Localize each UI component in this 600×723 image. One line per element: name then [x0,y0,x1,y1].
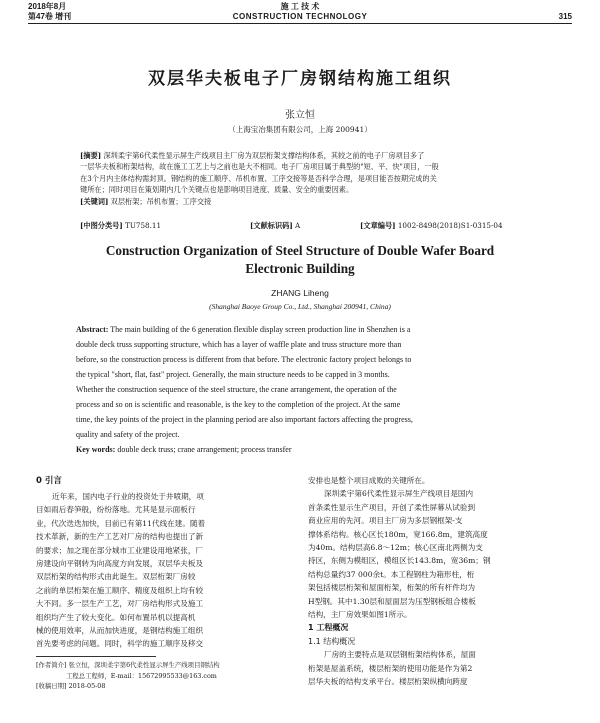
keywords-cn-label: [关键词] [80,196,109,206]
footnote-rule [36,656,156,657]
section-1-heading: 1 工程概况 [308,623,349,633]
body-line: 结构，主厂房效果如图1所示。 [308,610,412,620]
body-line: 大不同。多一层生产工艺，对厂房结构形式及施工 [36,599,204,609]
abstract-cn-line: 深圳柔宇第6代柔性显示屏生产线项目主厂房为双层桁架支撑结构体系，其较之前的电子厂房项目多了 [103,151,425,160]
article-no-label: [文章编号] [360,221,396,230]
body-line: 架包括楼层桁架和屋面桁架，桁架的所有杆件均为 [308,583,476,593]
footnote-line: [作者简介] 张立恒，深圳柔宇第6代柔性显示屏生产线项目钢结构 [36,661,220,669]
section-1-1-heading: 1.1 结构概况 [308,636,356,646]
affiliation-en: (Shanghai Baoye Group Co., Ltd., Shanghai 200941, China) [209,302,391,311]
body-line: 为40m。结构层高6.8～12m；核心区南北两侧为支 [308,543,483,553]
body-line: 结构总量约37 000余t。本工程钢柱为箱形柱，桁 [308,569,475,579]
keywords-en-label: Key words: [76,445,116,454]
footnote [36,660,290,692]
body-line: 业，代次迭迭加快，目前已有第11代线在建。随着 [36,518,206,528]
abstract-en-line: Whether the construction sequence of the steel structure, the crane arrangement, the operation of the [76,385,397,394]
footnote-line: [收稿日期] 2018-05-08 [36,682,106,690]
section-0-heading: 0 引言 [36,476,62,486]
volume-info: 第47卷 增刊 [28,12,72,21]
title-en [0,242,600,278]
keywords-cn: 双层桁架；吊机布置；工序交接 [110,196,212,206]
body-line: 首条柔性显示生产项目，开创了柔性屏幕从试验到 [308,502,476,512]
abstract-en [76,322,528,457]
article-no-value: 1002-8498(2018)S1-0315-04 [397,221,503,230]
body-line: 械的使用效率，从而加快进度，是钢结构施工组织 [36,626,204,636]
body-line: 安排也是整个项目成败的关键所在。 [308,476,430,485]
clc-label: [中图分类号] [80,221,123,230]
body-line: 层华夫板的结构支承平台。楼层桁架纵横向跨度 [308,677,468,687]
abstract-en-line: the typical "short, flat, fast" project. Generally, the main structure needs to be capped in 3 months. [76,370,390,379]
journal-name-en: CONSTRUCTION TECHNOLOGY [232,12,368,21]
doc-code-label: [文献标识码] [250,221,293,230]
abstract-cn-label: [摘要] [80,151,102,160]
body-line: 之前的单层桁架在施工顺序、精度及组织上均有较 [36,585,204,595]
abstract-en-line: before, so the construction process is different from that before. The electronic factory project belongs to [76,355,412,364]
abstract-cn-line: 一层华夫板和桁架结构，故在施工工艺上与之前也是大不相同。电子厂房项目属于典型的"短、平、快"项目，一般 [80,162,439,172]
body-line: 深圳柔宇第6代柔性显示屏生产线项目是国内 [324,489,474,499]
body-line: 厂房的主要特点是双层钢桁架结构体系，屋面 [324,650,476,660]
keywords-en: double deck truss; crane arrangement; process transfer [117,445,292,454]
author-en: ZHANG Liheng [271,288,329,298]
abstract-cn [80,150,520,207]
body-line: 房建设向平钢转为向高度方向发展，双层华夫板及 [36,559,204,569]
body-line: 撑体系结构。核心区长180m，宽166.8m，建筑高度 [308,529,488,539]
clc-value: TU758.11 [125,221,162,230]
clc-info [80,220,161,231]
author-cn: 张立恒 [285,110,315,121]
body-line: 持区，东侧为模组区，模组区长143.8m，宽36m；钢 [308,556,491,566]
abstract-en-label: Abstract: [76,325,109,334]
left-column-body [36,490,290,651]
doc-code-info [250,220,300,231]
right-column-body [308,474,566,689]
body-line: 的要求；加之现在部分城市工业建设用地紧张，厂 [36,545,204,555]
body-line: H型钢。其中1.30层和屋面层为压型钢板组合楼板 [308,596,476,606]
abstract-cn-line: 键所在；同时项目在策划期内几个关键点也是影响项目进度、质量、安全的重要因素。 [80,185,354,195]
body-line: 组织均产生了较大变化。如何布置吊机以提高机 [36,612,196,622]
body-line: 目如雨后春笋般，纷纷落地。尤其是显示面板行 [36,505,196,515]
abstract-en-line: The main building of the 6 generation flexible display screen production line in Shenzhen is a [110,325,411,334]
abstract-en-line: time, the key points of the project in the planning period are also important factors affecting the progress, [76,415,413,424]
title-en-line: Construction Organization of Steel Structure of Double Wafer Board [105,243,495,258]
affiliation-cn: （上海宝冶集团有限公司，上海 200941） [228,125,372,134]
journal-name-cn: 施 工 技 术 [280,2,320,11]
issue-date: 2018年8月 [28,2,67,11]
body-line: 技术革新，新的生产工艺对厂房的结构也提出了新 [36,532,204,542]
body-line: 商业应用的先河。项目主厂房为多层钢框架-支 [308,516,463,526]
body-line: 双层桁架的结构形式由此诞生。双层桁架厂房较 [36,572,196,582]
body-line: 首先要考虑的问题。同时，科学的施工顺序及移交 [36,639,204,649]
abstract-cn-line: 在3个月内主体结构需封顶。钢结构的施工顺序、吊机布置、工序交接等是否科学合理，是项目能否按期完成的关 [80,173,437,183]
footnote-line: 工程总工程师，E-mail：15672995533@163.com [66,671,217,680]
article-no-info [360,220,503,231]
doc-code-value: A [295,221,301,230]
header-rule [28,23,572,24]
body-line: 近年来，国内电子行业的投资处于井喷期，项 [52,492,204,501]
body-line: 桁架是屋盖系统，楼层桁架的使用功能是作为第2 [308,663,473,673]
abstract-en-line: process and so on is scientific and reasonable, is the key to the completion of the project. At the same [76,400,401,409]
title-cn: 双层华夫板电子厂房钢结构施工组织 [148,69,452,89]
page-number: 315 [558,12,572,21]
abstract-en-line: double deck truss supporting structure, which has a layer of waffle plate and truss structure more than [76,340,402,349]
abstract-en-line: quality and safety of the project. [76,430,180,439]
title-en-line: Electronic Building [245,261,355,276]
